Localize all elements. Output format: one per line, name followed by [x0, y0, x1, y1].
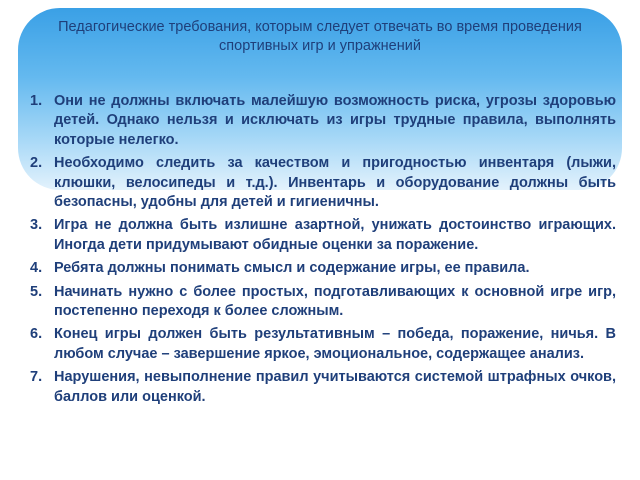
list-item-number: 3. [30, 217, 43, 234]
slide-title: Педагогические требования, которым следует отвечать во время проведения спортивных игр и упражнений [58, 19, 582, 54]
list-item-number: 6. [30, 326, 43, 343]
list-item [30, 325, 616, 364]
list-item-text: Необходимо следить за качеством и пригодностью инвентаря (лыжи, клюшки, велосипеды и т.д.). Инвентарь и оборудование должны быть безопасны, удобны для детей и гигиеничны. [54, 155, 616, 211]
list-item [30, 154, 616, 212]
list-item [30, 259, 616, 278]
list-item-number: 1. [30, 93, 43, 109]
list-item [30, 368, 616, 407]
list-item-text: Начинать нужно с более простых, подготавливающих к основной игре игр, постепенно переходя к более сложным. [54, 283, 616, 320]
list-item-number: 5. [30, 283, 43, 300]
list-item-text: Конец игры должен быть результативным – победа, поражение, ничья. В любом случае – завершение яркое, эмоциональное, содержащее анализ. [54, 326, 616, 362]
list-item [30, 283, 616, 322]
list-item-number: 4. [30, 260, 43, 277]
list-item-text: Игра не должна быть излишне азартной, унижать достоинство играющих. Иногда дети придумывают обидные оценки за поражение. [54, 217, 616, 253]
requirements-list [30, 92, 616, 411]
list-item [30, 216, 616, 255]
list-item-text: Ребята должны понимать смысл и содержание игры, ее правила. [54, 260, 530, 277]
list-item [30, 92, 616, 150]
list-item-text: Они не должны включать малейшую возможность риска, угрозы здоровью детей. Однако нельзя и исключать из игры трудные правила, выполнять которые нелегко. [54, 93, 616, 148]
list-item-number: 7. [30, 369, 43, 386]
list-item-number: 2. [30, 155, 43, 172]
list-item-text: Нарушения, невыполнение правил учитываются системой штрафных очков, баллов или оценкой. [54, 369, 616, 405]
